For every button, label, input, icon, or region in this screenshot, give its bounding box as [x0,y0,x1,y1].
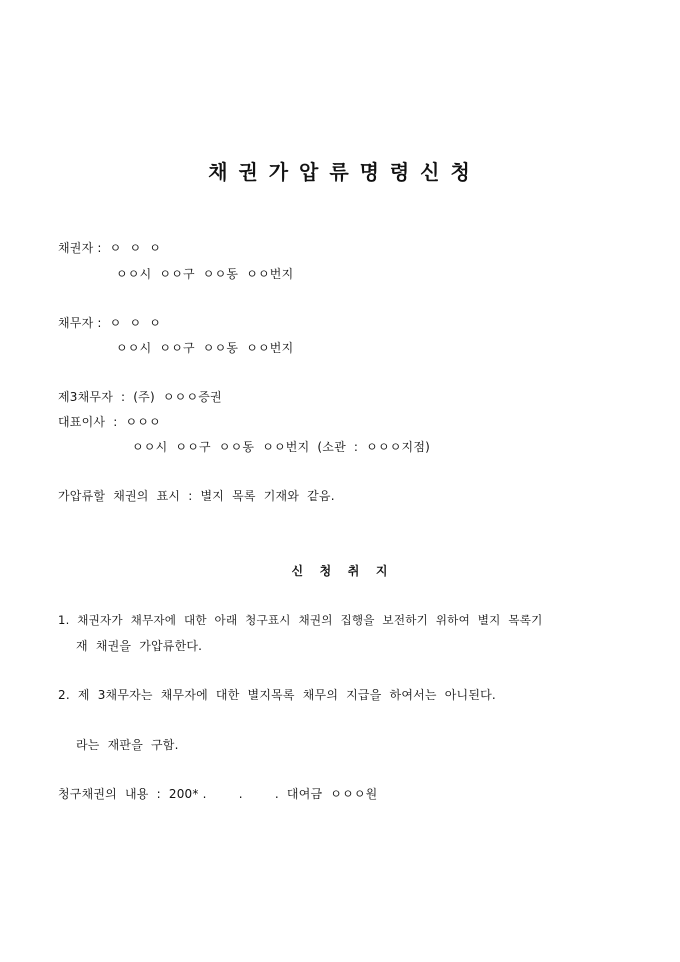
debtor-line: 채무자 : ㅇ ㅇ ㅇ [58,316,162,330]
purpose-item-1-line-2: 재 채권을 가압류한다. [76,639,203,653]
section-title: 신 청 취 지 [291,564,389,578]
purpose-closing: 라는 재판을 구함. [76,738,179,752]
ceo-line: 대표이사 : ㅇㅇㅇ [58,415,161,429]
third-debtor-address: ㅇㅇ시 ㅇㅇ구 ㅇㅇ동 ㅇㅇ번지 (소관 : ㅇㅇㅇ지점) [132,440,431,454]
seizure-display: 가압류할 채권의 표시 : 별지 목록 기재와 같음. [58,489,335,503]
document-title: 채 권 가 압 류 명 령 신 청 [208,160,472,184]
creditor-line: 채권자 : ㅇ ㅇ ㅇ [58,241,162,255]
purpose-item-2: 2. 제 3채무자는 채무자에 대한 별지목록 채무의 지급을 하여서는 아니된다. [58,688,496,702]
debtor-address: ㅇㅇ시 ㅇㅇ구 ㅇㅇ동 ㅇㅇ번지 [116,341,294,355]
creditor-address: ㅇㅇ시 ㅇㅇ구 ㅇㅇ동 ㅇㅇ번지 [116,267,294,281]
third-debtor-line: 제3채무자 : (주) ㅇㅇㅇ증권 [58,390,222,404]
claim-content: 청구채권의 내용 : 200* . . . 대여금 ㅇㅇㅇ원 [58,787,378,801]
purpose-item-1-line-1: 1. 채권자가 채무자에 대한 아래 청구표시 채권의 집행을 보전하기 위하여 별지 목록기 [58,613,543,627]
